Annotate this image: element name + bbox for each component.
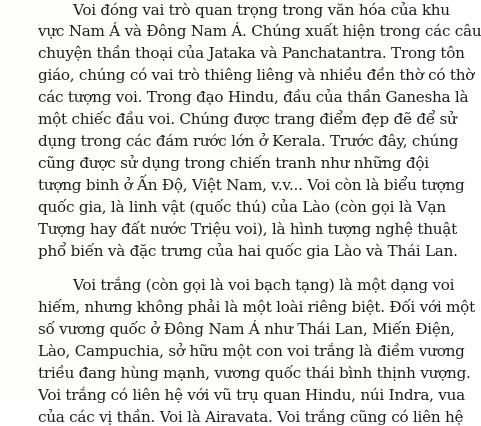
paragraph-1-line-5: các tượng voi. Trong đạo Hindu, đầu của thần Ganesha là (38, 88, 469, 106)
paragraph-2-line-4: Lào, Campuchia, sở hữu một con voi trắng là điềm vương (38, 342, 465, 360)
paragraph-2-line-6: Voi trắng có liên hệ với vũ trụ quan Hindu, núi Indra, vua (38, 386, 465, 404)
paragraph-2-line-3: số vương quốc ở Đông Nam Á như Thái Lan, Miến Điện, (38, 320, 455, 338)
paragraph-2-line-1: Voi trắng (còn gọi là voi bạch tạng) là một dạng voi (73, 276, 455, 294)
paragraph-2-line-5: triều đang hùng mạnh, vương quốc thái bình thịnh vượng. (38, 364, 471, 382)
paragraph-1-line-6: một chiếc đầu voi. Chúng được trang điểm đẹp đẽ để sử (38, 110, 457, 128)
paragraph-1-line-8: cũng được sử dụng trong chiến tranh như những đội (38, 154, 429, 172)
paragraph-1-line-3: chuyện thần thoại của Jataka và Panchatantra. Trong tôn (38, 44, 465, 62)
paragraph-1-line-4: giáo, chúng có vai trò thiêng liêng và nhiều đền thờ có thờ (38, 66, 475, 84)
paragraph-1-line-10: quốc gia, là linh vật (quốc thú) của Lào (còn gọi là Vạn (38, 198, 446, 216)
paragraph-1-line-11: Tượng hay đất nước Triệu voi), là hình tượng nghệ thuật (38, 220, 457, 238)
paragraph-1-line-12: phổ biến và đặc trưng của hai quốc gia Lào và Thái Lan. (38, 242, 458, 260)
paragraph-1-line-1: Voi đóng vai trò quan trọng trong văn hóa của khu (73, 1, 450, 19)
paragraph-1-line-2: vực Nam Á và Đông Nam Á. Chúng xuất hiện trong các câu (38, 22, 481, 40)
paragraph-1-line-7: dụng trong các đám rước lớn ở Kerala. Trước đây, chúng (38, 132, 459, 150)
paragraph-2-line-2: hiếm, nhưng không phải là một loài riêng biệt. Đối với một (38, 298, 475, 316)
paragraph-2-line-7: của các vị thần. Voi là Airavata. Voi trắng cũng có liên hệ (38, 408, 464, 426)
paragraph-1-line-9: tượng binh ở Ấn Độ, Việt Nam, v.v... Voi còn là biểu tượng (38, 176, 465, 194)
